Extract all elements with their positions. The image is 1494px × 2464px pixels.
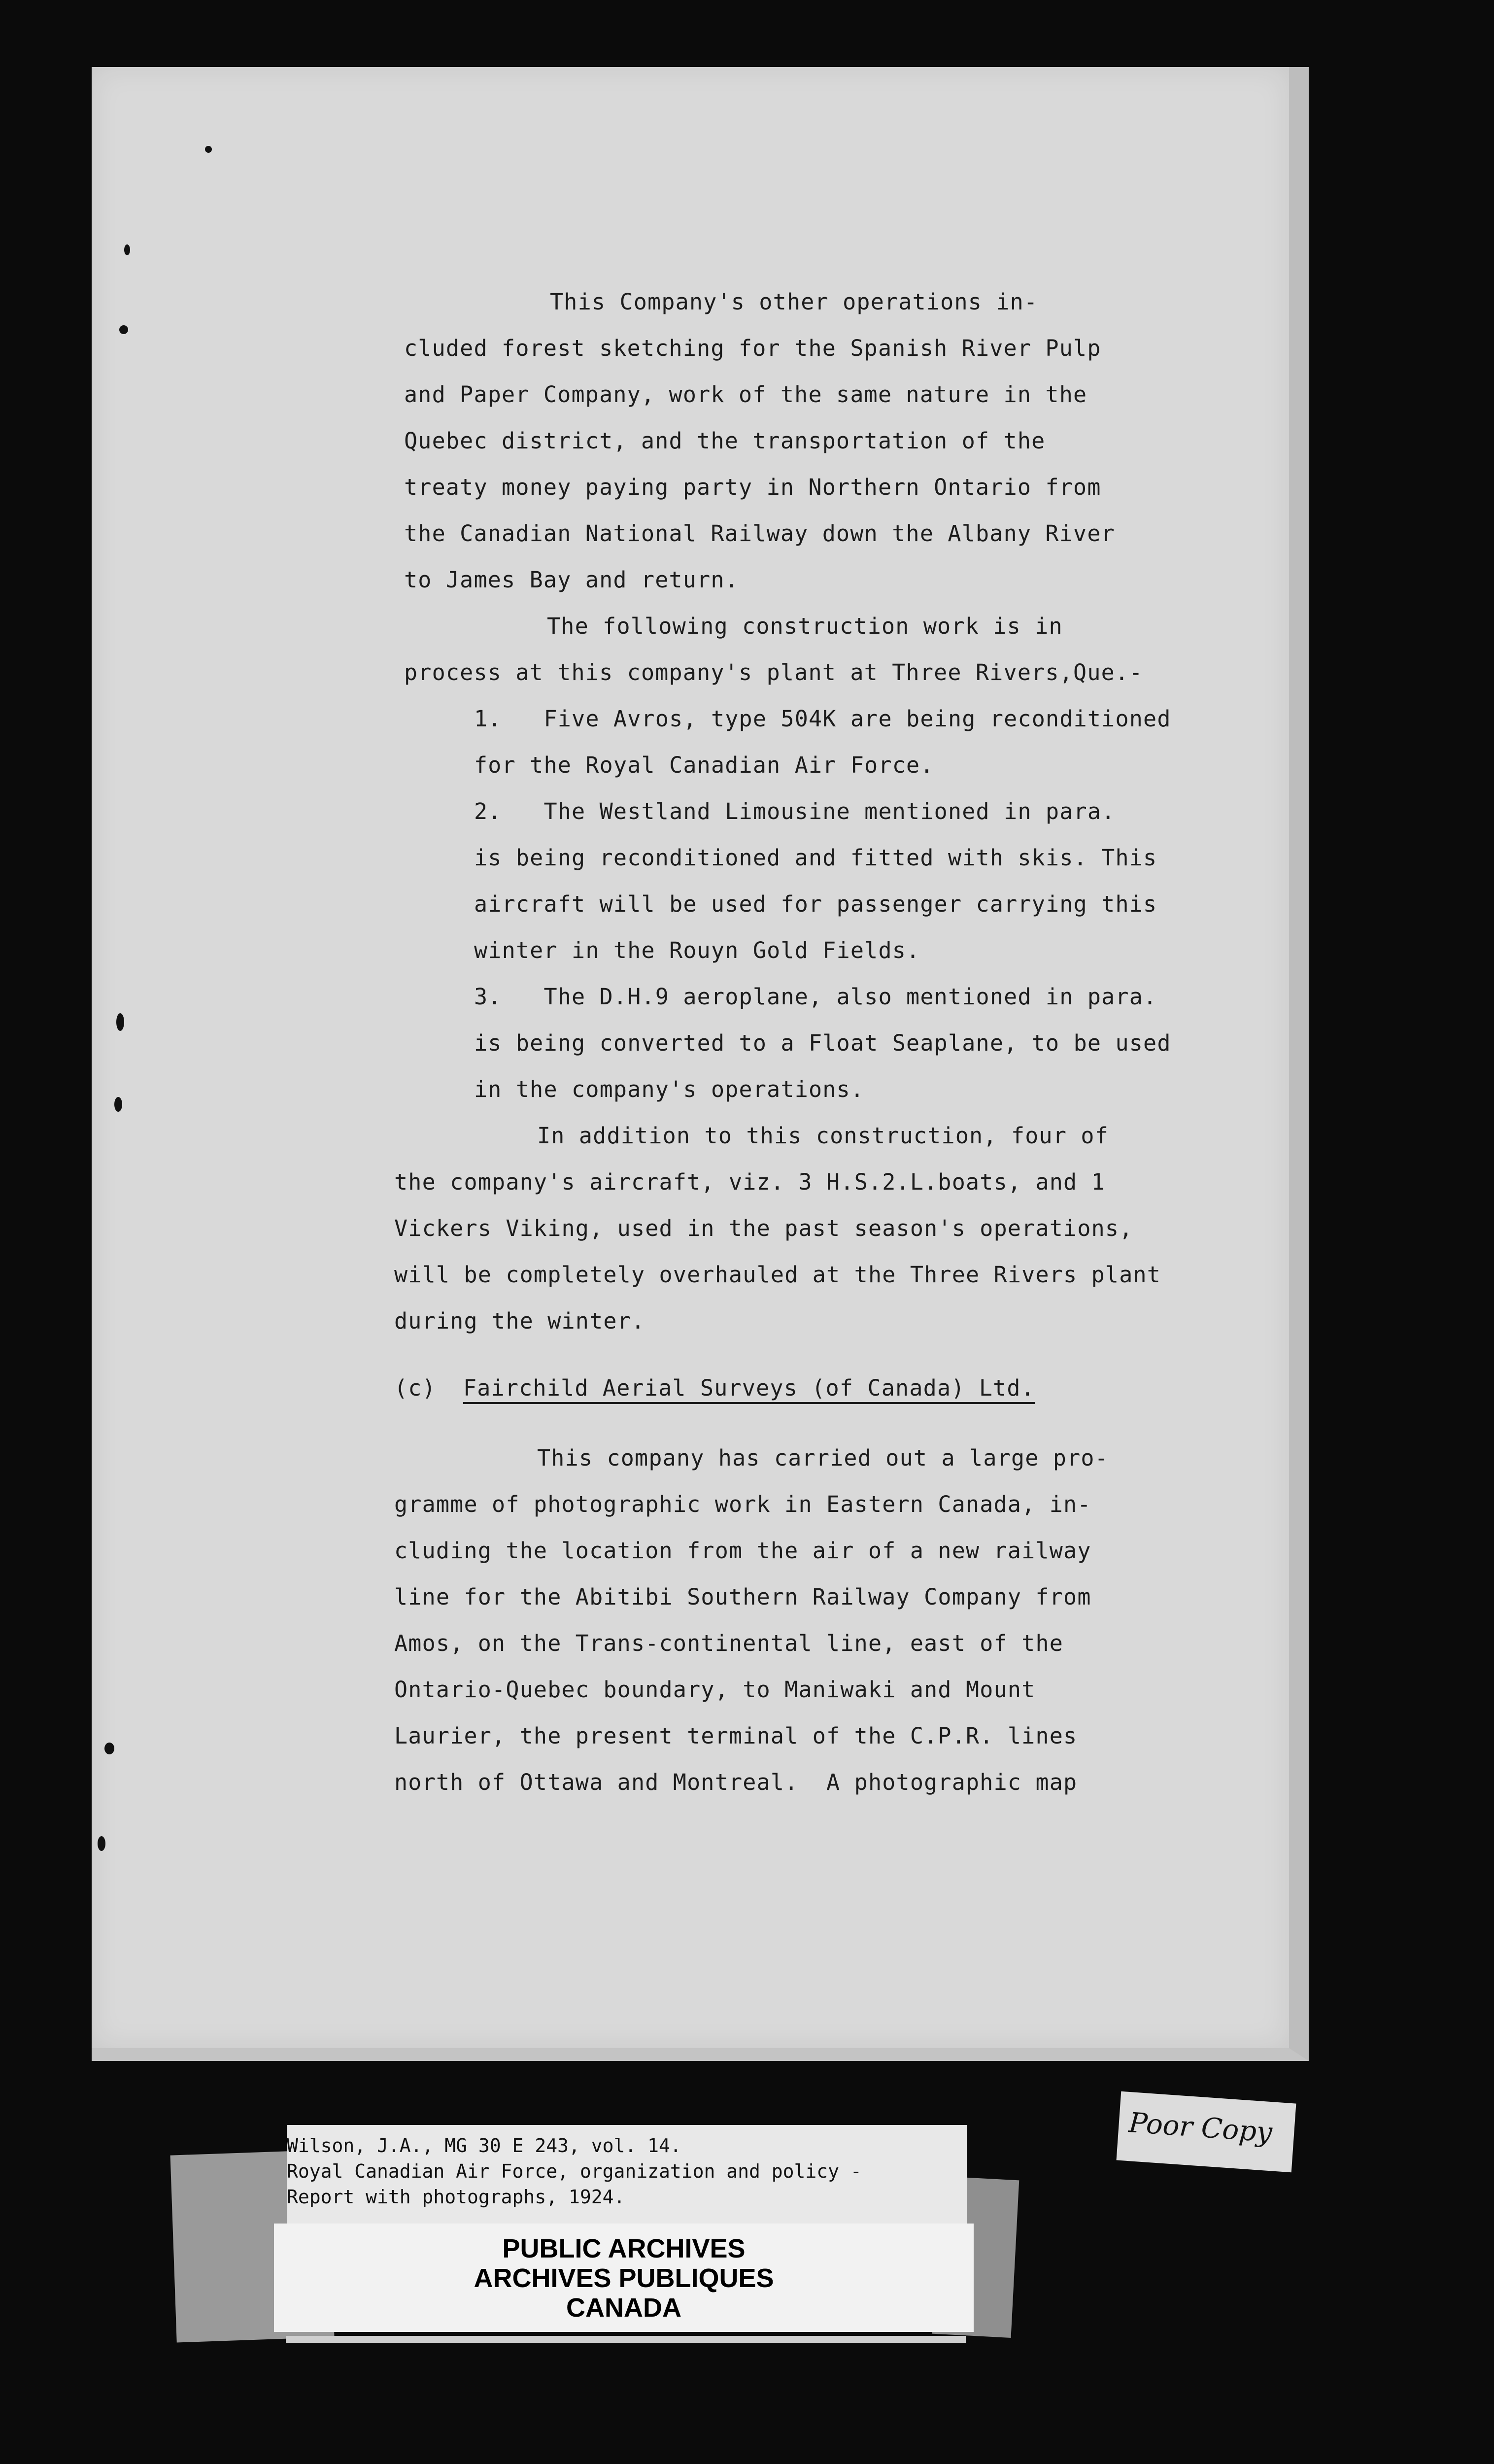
text-line: north of Ottawa and Montreal. A photographic map	[394, 1769, 1078, 1795]
text-line: aircraft will be used for passenger carrying this	[474, 891, 1157, 917]
binder-hole	[98, 1836, 105, 1851]
document-page	[92, 67, 1309, 2061]
text-line: 3. The D.H.9 aeroplane, also mentioned in para.	[474, 984, 1157, 1010]
text-line: treaty money paying party in Northern Ontario from	[404, 474, 1101, 500]
text-line: Quebec district, and the transportation of the	[404, 428, 1046, 454]
stamp-line: CANADA	[566, 2293, 681, 2323]
text-line: will be completely overhauled at the Three Rivers plant	[394, 1262, 1161, 1288]
text-line: line for the Abitibi Southern Railway Company from	[394, 1584, 1091, 1610]
text-line: Laurier, the present terminal of the C.P.R. lines	[394, 1723, 1078, 1749]
section-heading: Fairchild Aerial Surveys (of Canada) Ltd.	[463, 1377, 1035, 1404]
binder-hole	[119, 325, 128, 334]
binder-hole	[124, 244, 130, 255]
binder-hole	[104, 1743, 114, 1754]
note-text: Poor Copy	[1127, 2107, 1273, 2149]
text-line: 1. Five Avros, type 504K are being reconditioned	[474, 706, 1171, 732]
text-line: gramme of photographic work in Eastern Canada, in-	[394, 1491, 1091, 1517]
text-line: In addition to this construction, four of	[537, 1123, 1109, 1149]
handwritten-note	[1117, 2091, 1296, 2172]
text-line: during the winter.	[394, 1308, 645, 1334]
binder-hole	[114, 1097, 122, 1112]
text-line: the Canadian National Railway down the Albany River	[404, 520, 1115, 547]
section-marker: (c)	[394, 1375, 436, 1401]
reference-line: Report with photographs, 1924.	[287, 2186, 625, 2208]
text-line: to James Bay and return.	[404, 567, 739, 593]
binder-hole	[116, 1013, 124, 1031]
text-line: cluded forest sketching for the Spanish River Pulp	[404, 335, 1101, 361]
binder-hole	[205, 146, 212, 153]
text-line: and Paper Company, work of the same nature in the	[404, 381, 1087, 408]
text-line: is being reconditioned and fitted with skis. This	[474, 845, 1157, 871]
text-line: The following construction work is in	[547, 613, 1063, 639]
text-line: Amos, on the Trans-continental line, east of the	[394, 1630, 1064, 1656]
text-line: winter in the Rouyn Gold Fields.	[474, 937, 920, 963]
text-line: the company's aircraft, viz. 3 H.S.2.L.boats, and 1	[394, 1169, 1105, 1195]
text-line: cluding the location from the air of a new railway	[394, 1538, 1091, 1564]
stamp-line: ARCHIVES PUBLIQUES	[474, 2263, 774, 2293]
text-line: This Company's other operations in-	[550, 289, 1038, 315]
stamp-line: PUBLIC ARCHIVES	[502, 2234, 746, 2263]
text-line: for the Royal Canadian Air Force.	[474, 752, 934, 778]
text-line: Ontario-Quebec boundary, to Maniwaki and Mount	[394, 1677, 1036, 1703]
text-line: 2. The Westland Limousine mentioned in para.	[474, 798, 1116, 824]
text-line: process at this company's plant at Three Rivers,Que.-	[404, 659, 1143, 685]
text-line: This company has carried out a large pro-	[537, 1445, 1109, 1471]
archives-stamp	[274, 2224, 974, 2332]
reference-line: Wilson, J.A., MG 30 E 243, vol. 14.	[287, 2135, 681, 2156]
label-strip	[286, 2336, 966, 2343]
text-line: in the company's operations.	[474, 1076, 865, 1102]
text-line: is being converted to a Float Seaplane, to be used	[474, 1030, 1171, 1056]
reference-line: Royal Canadian Air Force, organization and policy -	[287, 2160, 862, 2182]
text-line: Vickers Viking, used in the past season's operations,	[394, 1215, 1133, 1241]
